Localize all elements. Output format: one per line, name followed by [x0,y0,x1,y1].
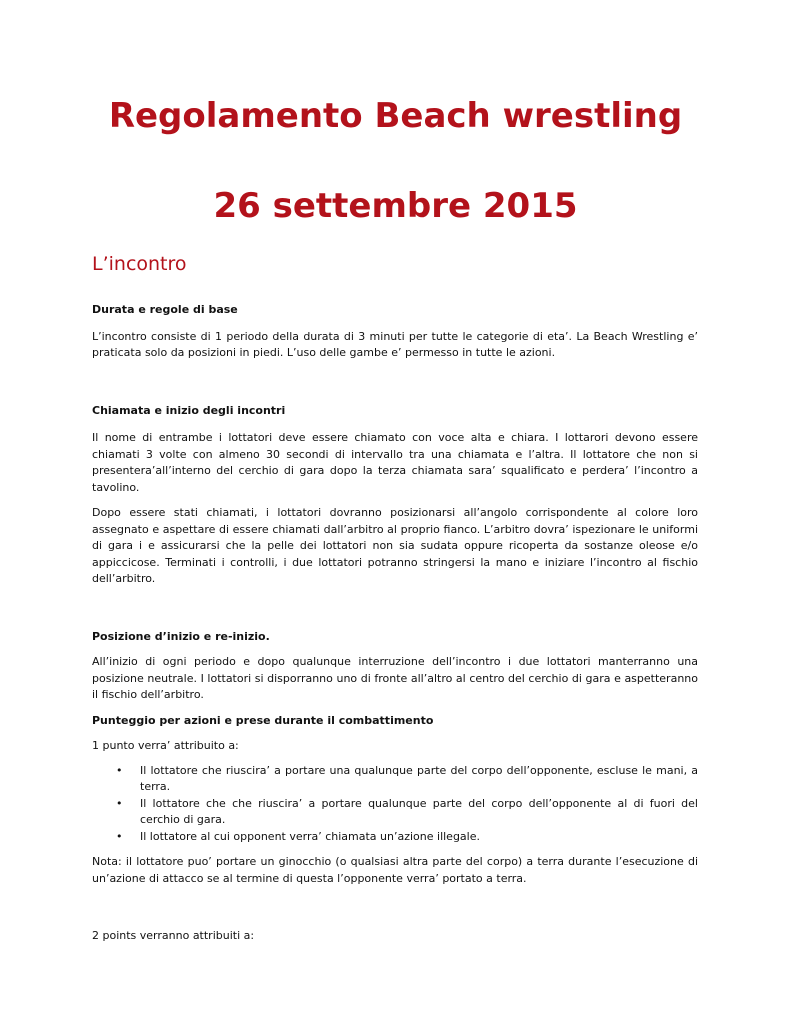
list-item: • Il lottatore al cui opponent verra’ chiamata un’azione illegale. [92,829,698,846]
bullet-icon: • [116,763,123,777]
punteggio-intro-1: 1 punto verra’ attribuito a: [92,739,239,752]
nota-text: Nota: il lottatore puo’ portare un ginocchio (o qualsiasi altra parte del corpo) a terra durante l’esecuzione di un’azione di attacco se al termine di questa l’opponente verra’ portato a terra. [92,855,698,885]
durata-heading: Durata e regole di base [92,303,238,316]
punteggio-heading: Punteggio per azioni e prese durante il combattimento [92,713,434,727]
document-title: Regolamento Beach wrestling [108,96,683,136]
punteggio-intro-2: 2 points verranno attribuiti a: [92,929,255,942]
durata-text: L’incontro consiste di 1 periodo della durata di 3 minuti per tutte le categorie di eta’. La Beach Wrestling e’ praticata solo da posizioni in piedi. L’uso delle gambe e’ permesso in tutte le azioni. [92,329,698,359]
punteggio-list [92,763,698,846]
list-item: • Il lottatore che riuscira’ a portare una qualunque parte del corpo dell’opponente, escluse le mani, a terra. [116,763,698,793]
document-body [92,302,698,945]
chiamata-paragraph-2: Dopo essere stati chiamati, i lottatori dovranno posizionarsi all’angolo corrispondente al colore loro assegnato e aspettare di essere chiamati dall’arbitro al proprio fianco. L’arbitro dovra’ ispezionare le uniformi di gara i e assicurarsi che la pelle dei lottatori non sia sudata oppure ricoperta da sostanze oleose e/o appiccicose. Terminati i controlli, i due lottatori potranno stringersi la mano e iniziare l’incontro al fischio dell’arbitro. [92,506,698,585]
bullet-icon: • [116,829,123,843]
list-item: • Il lottatore che che riuscira’ a portare qualunque parte del corpo dell’opponente al di fuori del cerchio di gara. [116,796,698,826]
posizione-text: All’inizio di ogni periodo e dopo qualunque interruzione dell’incontro i due lottatori manterranno una posizione neutrale. I lottatori si disporranno uno di fronte all’altro al centro del cerchio di gara e aspetteranno il fischio dell’arbitro. [92,655,698,701]
bullet-icon: • [116,796,123,810]
chiamata-heading: Chiamata e inizio degli incontri [92,403,286,417]
chiamata-paragraph-1: Il nome di entrambe i lottatori deve essere chiamato con voce alta e chiara. I lottarori devono essere chiamati 3 volte con almeno 30 secondi di intervallo tra una chiamata e l’altra. Il lottatore che non si presentera’all’interno del cerchio di gara dopo la terza chiamata sara’ squalificato e perdera’ l’incontro a tavolino. [92,431,698,494]
section-title: L’incontro [92,253,187,275]
posizione-heading: Posizione d’inizio e re-inizio. [92,629,270,643]
document-date: 26 settembre 2015 [213,186,578,226]
